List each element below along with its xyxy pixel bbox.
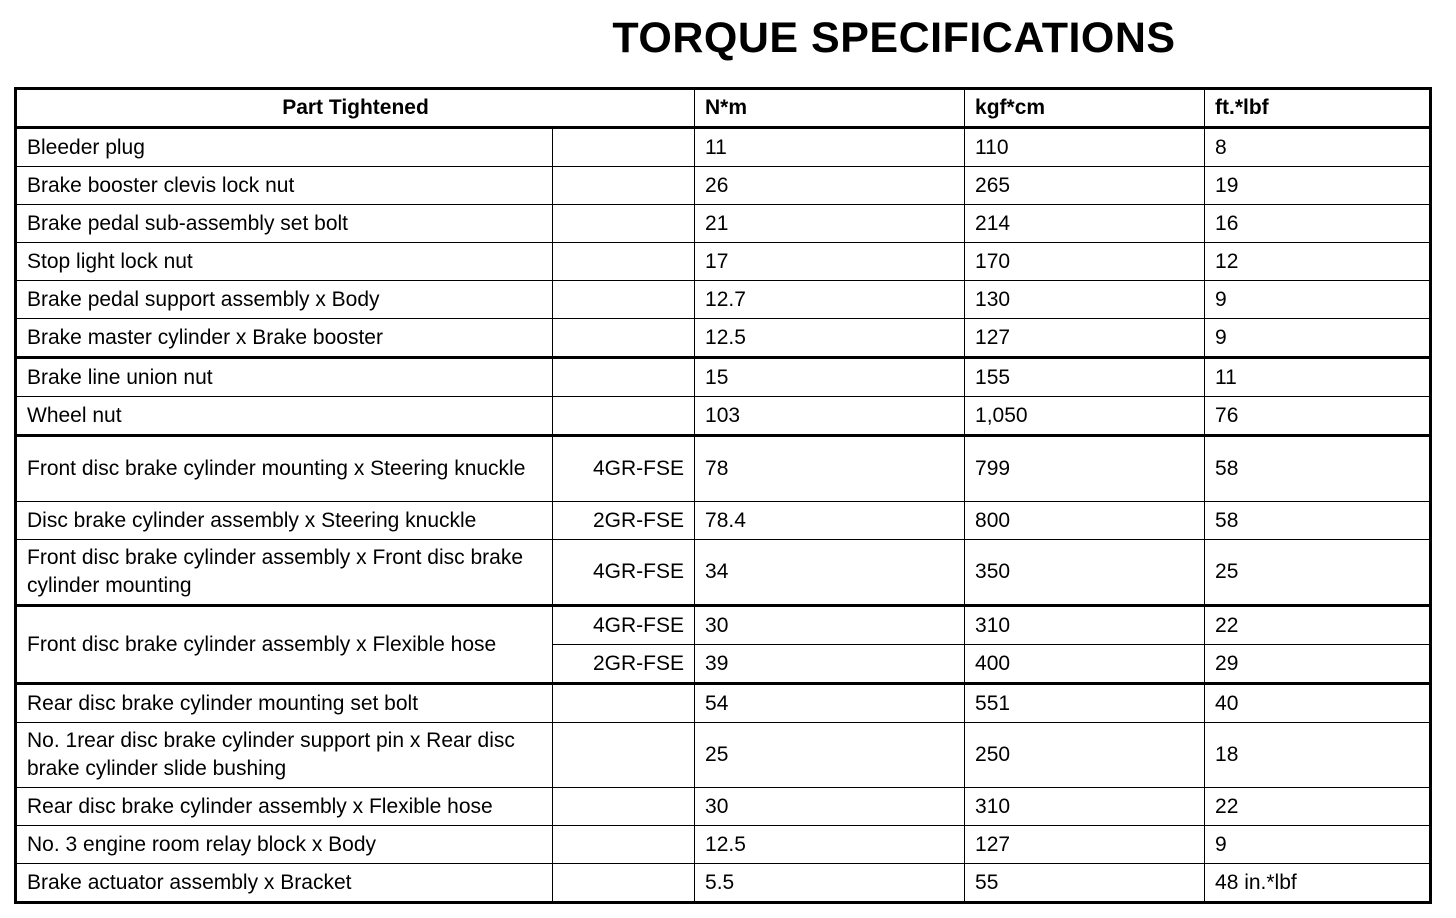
nm-cell: 11 [695, 128, 965, 167]
ft-cell: 8 [1205, 128, 1431, 167]
ft-cell: 19 [1205, 167, 1431, 205]
part-cell: Front disc brake cylinder assembly x Flexible hose [16, 606, 553, 684]
table-row [16, 436, 1431, 502]
nm-cell: 30 [695, 606, 965, 645]
table-row [16, 788, 1431, 826]
part-cell: Rear disc brake cylinder assembly x Flexible hose [16, 788, 553, 826]
engine-cell: 4GR-FSE [553, 436, 695, 502]
kgf-cell: 310 [965, 606, 1205, 645]
engine-cell: 4GR-FSE [553, 606, 695, 645]
engine-cell [553, 358, 695, 397]
nm-cell: 21 [695, 205, 965, 243]
table-row [16, 864, 1431, 903]
table-row [16, 826, 1431, 864]
ft-cell: 76 [1205, 397, 1431, 436]
nm-cell: 103 [695, 397, 965, 436]
ft-cell: 29 [1205, 645, 1431, 684]
engine-cell: 2GR-FSE [553, 502, 695, 540]
kgf-cell: 310 [965, 788, 1205, 826]
kgf-cell: 127 [965, 826, 1205, 864]
part-cell: Bleeder plug [16, 128, 553, 167]
part-cell: Brake pedal sub-assembly set bolt [16, 205, 553, 243]
ft-cell: 40 [1205, 684, 1431, 723]
ft-cell: 58 [1205, 502, 1431, 540]
table-row [16, 128, 1431, 167]
nm-cell: 78 [695, 436, 965, 502]
ft-cell: 9 [1205, 281, 1431, 319]
header-ft-lbf: ft.*lbf [1205, 89, 1431, 128]
part-cell: Disc brake cylinder assembly x Steering knuckle [16, 502, 553, 540]
ft-cell: 22 [1205, 606, 1431, 645]
engine-cell [553, 128, 695, 167]
engine-cell: 4GR-FSE [553, 540, 695, 606]
kgf-cell: 799 [965, 436, 1205, 502]
table-row [16, 502, 1431, 540]
engine-cell [553, 243, 695, 281]
ft-cell: 12 [1205, 243, 1431, 281]
header-part-tightened: Part Tightened [16, 89, 695, 128]
ft-cell: 9 [1205, 826, 1431, 864]
nm-cell: 78.4 [695, 502, 965, 540]
nm-cell: 26 [695, 167, 965, 205]
engine-cell [553, 864, 695, 903]
ft-cell: 18 [1205, 723, 1431, 788]
part-cell: No. 1rear disc brake cylinder support pin x Rear disc brake cylinder slide bushing [16, 723, 553, 788]
part-cell: Brake booster clevis lock nut [16, 167, 553, 205]
kgf-cell: 214 [965, 205, 1205, 243]
part-cell: Brake line union nut [16, 358, 553, 397]
nm-cell: 17 [695, 243, 965, 281]
nm-cell: 54 [695, 684, 965, 723]
nm-cell: 5.5 [695, 864, 965, 903]
table-row [16, 281, 1431, 319]
part-cell: No. 3 engine room relay block x Body [16, 826, 553, 864]
ft-cell: 16 [1205, 205, 1431, 243]
table-row [16, 606, 1431, 645]
table-row [16, 243, 1431, 281]
torque-table [14, 87, 1432, 904]
engine-cell [553, 826, 695, 864]
table-row [16, 205, 1431, 243]
nm-cell: 12.7 [695, 281, 965, 319]
part-cell: Wheel nut [16, 397, 553, 436]
header-row [16, 89, 1431, 128]
kgf-cell: 800 [965, 502, 1205, 540]
kgf-cell: 250 [965, 723, 1205, 788]
kgf-cell: 265 [965, 167, 1205, 205]
ft-cell: 58 [1205, 436, 1431, 502]
kgf-cell: 400 [965, 645, 1205, 684]
header-kgf-cm: kgf*cm [965, 89, 1205, 128]
kgf-cell: 127 [965, 319, 1205, 358]
table-row [16, 723, 1431, 788]
engine-cell [553, 684, 695, 723]
engine-cell: 2GR-FSE [553, 645, 695, 684]
ft-cell: 11 [1205, 358, 1431, 397]
kgf-cell: 110 [965, 128, 1205, 167]
nm-cell: 34 [695, 540, 965, 606]
part-cell: Brake master cylinder x Brake booster [16, 319, 553, 358]
part-cell: Front disc brake cylinder mounting x Steering knuckle [16, 436, 553, 502]
nm-cell: 15 [695, 358, 965, 397]
part-cell: Brake actuator assembly x Bracket [16, 864, 553, 903]
table-row [16, 358, 1431, 397]
nm-cell: 12.5 [695, 826, 965, 864]
nm-cell: 12.5 [695, 319, 965, 358]
part-cell: Rear disc brake cylinder mounting set bolt [16, 684, 553, 723]
kgf-cell: 55 [965, 864, 1205, 903]
table-row [16, 397, 1431, 436]
engine-cell [553, 397, 695, 436]
engine-cell [553, 205, 695, 243]
table-row [16, 167, 1431, 205]
table-row [16, 684, 1431, 723]
kgf-cell: 551 [965, 684, 1205, 723]
ft-cell: 25 [1205, 540, 1431, 606]
table-row [16, 540, 1431, 606]
ft-cell: 9 [1205, 319, 1431, 358]
table-row [16, 319, 1431, 358]
kgf-cell: 1,050 [965, 397, 1205, 436]
kgf-cell: 350 [965, 540, 1205, 606]
kgf-cell: 170 [965, 243, 1205, 281]
kgf-cell: 155 [965, 358, 1205, 397]
part-cell: Stop light lock nut [16, 243, 553, 281]
header-nm: N*m [695, 89, 965, 128]
engine-cell [553, 723, 695, 788]
page-title: TORQUE SPECIFICATIONS [612, 14, 1176, 62]
ft-cell: 22 [1205, 788, 1431, 826]
kgf-cell: 130 [965, 281, 1205, 319]
engine-cell [553, 788, 695, 826]
nm-cell: 25 [695, 723, 965, 788]
part-cell: Front disc brake cylinder assembly x Front disc brake cylinder mounting [16, 540, 553, 606]
part-cell: Brake pedal support assembly x Body [16, 281, 553, 319]
engine-cell [553, 167, 695, 205]
engine-cell [553, 281, 695, 319]
engine-cell [553, 319, 695, 358]
nm-cell: 39 [695, 645, 965, 684]
nm-cell: 30 [695, 788, 965, 826]
ft-cell: 48 in.*lbf [1205, 864, 1431, 903]
